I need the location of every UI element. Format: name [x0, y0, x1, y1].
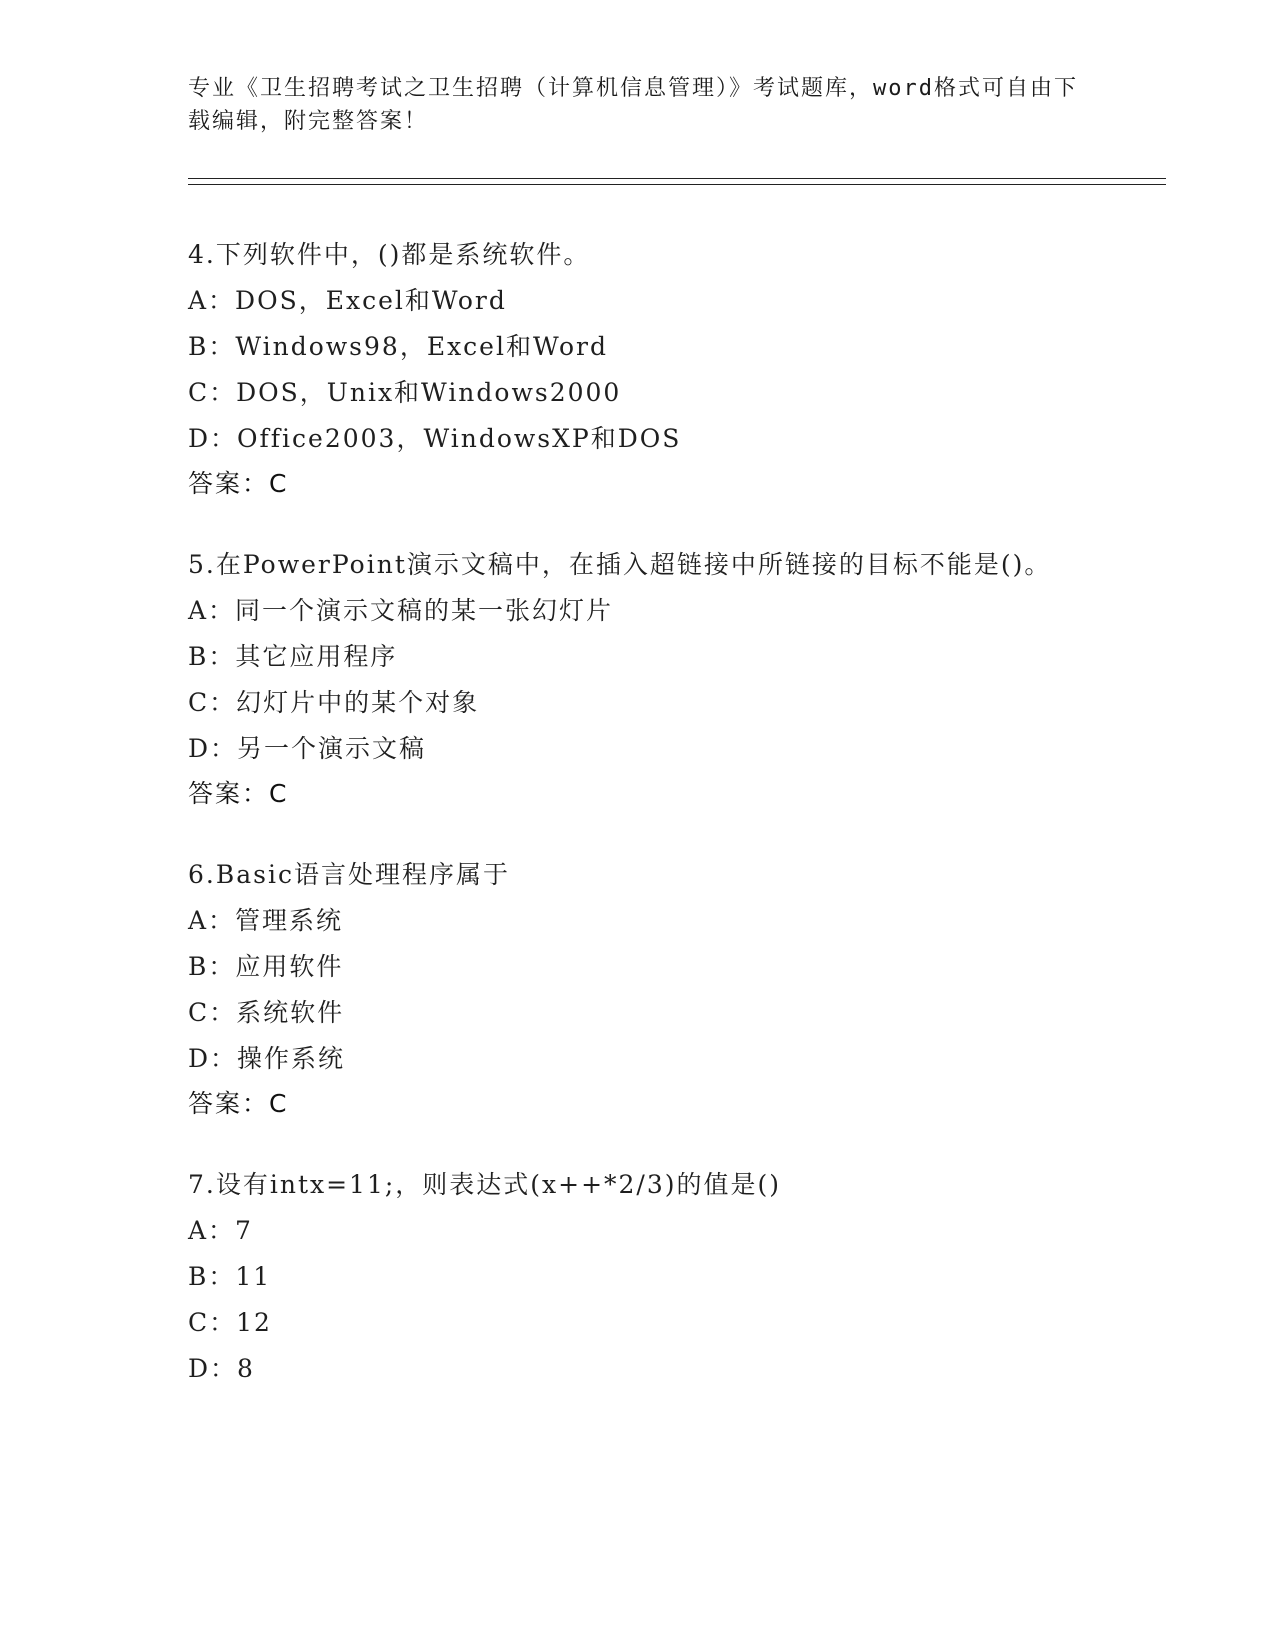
option-a: A：管理系统 — [188, 906, 344, 935]
option-c: C：幻灯片中的某个对象 — [188, 688, 480, 717]
option-b: B：其它应用程序 — [188, 642, 398, 671]
option-c: C：DOS，Unix和Windows2000 — [188, 378, 622, 407]
option-c: C：系统软件 — [188, 998, 345, 1027]
question-5 — [188, 542, 1088, 816]
answer-label: 答案：C — [188, 469, 289, 498]
option-d: D：8 — [188, 1354, 255, 1383]
document-intro: 专业《卫生招聘考试之卫生招聘（计算机信息管理）》考试题库，word格式可自由下载编辑，附完整答案！ — [188, 76, 1078, 134]
option-d: D：Office2003，WindowsXP和DOS — [188, 424, 682, 453]
question-6 — [188, 852, 1088, 1126]
option-d: D：操作系统 — [188, 1044, 346, 1073]
question-stem: 6.Basic语言处理程序属于 — [188, 860, 510, 889]
question-stem: 7.设有intx=11;，则表达式(x++*2/3)的值是() — [188, 1170, 782, 1199]
answer-label: 答案：C — [188, 779, 289, 808]
question-7 — [188, 1162, 1088, 1392]
option-b: B：11 — [188, 1262, 272, 1291]
option-b: B：Windows98，Excel和Word — [188, 332, 608, 361]
option-c: C：12 — [188, 1308, 272, 1337]
question-stem: 5.在PowerPoint演示文稿中，在插入超链接中所链接的目标不能是()。 — [188, 550, 1052, 579]
question-4 — [188, 232, 1088, 506]
question-stem: 4.下列软件中，()都是系统软件。 — [188, 240, 591, 269]
answer-label: 答案：C — [188, 1089, 289, 1118]
header-divider — [188, 178, 1166, 185]
option-d: D：另一个演示文稿 — [188, 734, 427, 763]
option-a: A：同一个演示文稿的某一张幻灯片 — [188, 596, 614, 625]
question-list — [188, 232, 1088, 1428]
option-b: B：应用软件 — [188, 952, 344, 981]
option-a: A：7 — [188, 1216, 253, 1245]
option-a: A：DOS，Excel和Word — [188, 286, 507, 315]
